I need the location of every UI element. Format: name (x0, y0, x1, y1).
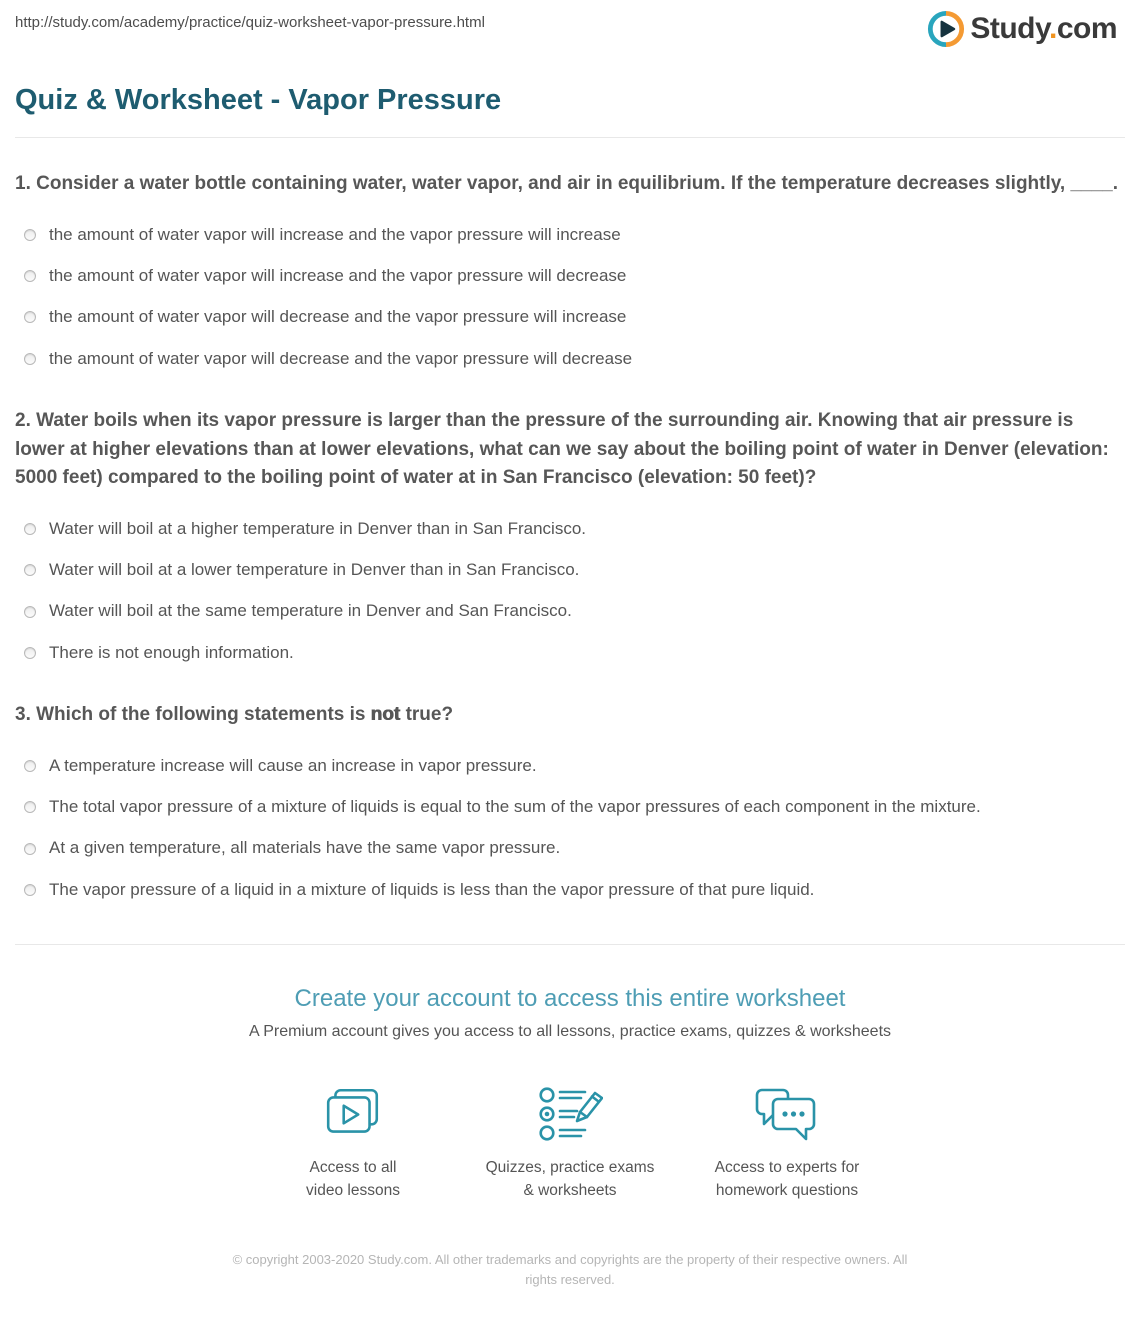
feature-video-lessons (245, 1085, 462, 1202)
answer-option-label: Water will boil at a lower temperature in Denver than in San Francisco. (49, 559, 580, 579)
answer-option[interactable] (15, 225, 1125, 245)
chat-experts-icon (754, 1085, 820, 1143)
question-3-emphasis: not (370, 704, 401, 726)
radio-button[interactable] (24, 801, 36, 813)
feature-label: Quizzes, practice exams & worksheets (485, 1159, 655, 1199)
question-1-options (15, 225, 1125, 370)
answer-option-label: A temperature increase will cause an increase in vapor pressure. (49, 755, 537, 775)
radio-button[interactable] (24, 647, 36, 659)
answer-option-label: the amount of water vapor will increase and the vapor pressure will decrease (49, 265, 627, 285)
quizzes-worksheets-icon (537, 1085, 603, 1143)
answer-option-label: The total vapor pressure of a mixture of liquids is equal to the sum of the vapor pressures of each component in the mixture. (49, 797, 981, 817)
feature-label: Access to experts for homework questions (714, 1159, 860, 1199)
feature-label: Access to all video lessons (306, 1159, 400, 1199)
radio-button[interactable] (24, 760, 36, 772)
copyright-notice: © copyright 2003-2020 Study.com. All other trademarks and copyrights are the property of their respective owners. All rights reserved. (232, 1252, 908, 1288)
top-bar (15, 0, 1125, 48)
answer-option-label: Water will boil at the same temperature in Denver and San Francisco. (49, 601, 572, 621)
logo-dot: . (1048, 12, 1057, 45)
answer-option-label: the amount of water vapor will increase and the vapor pressure will increase (49, 224, 621, 244)
features-row (15, 1085, 1125, 1202)
signup-section (15, 985, 1125, 1202)
answer-option-label: There is not enough information. (49, 642, 294, 662)
answer-option[interactable] (15, 266, 1125, 286)
question-2 (15, 407, 1125, 663)
studycom-logo-icon (927, 10, 965, 48)
radio-button[interactable] (24, 884, 36, 896)
answer-option[interactable] (15, 349, 1125, 369)
answer-option-label: The vapor pressure of a liquid in a mixture of liquids is less than the vapor pressure of that pure liquid. (49, 879, 815, 899)
video-lessons-icon (322, 1085, 384, 1143)
logo-wordmark: Study.com (970, 12, 1117, 45)
feature-homework-experts (679, 1085, 896, 1202)
answer-option[interactable] (15, 797, 1125, 817)
answer-option-label: the amount of water vapor will decrease and the vapor pressure will decrease (49, 348, 633, 368)
radio-button[interactable] (24, 564, 36, 576)
page-url: http://study.com/academy/practice/quiz-worksheet-vapor-pressure.html (15, 14, 485, 31)
answer-option-label: Water will boil at a higher temperature in Denver than in San Francisco. (49, 518, 587, 538)
question-2-text: 2. Water boils when its vapor pressure is larger than the pressure of the surrounding air. Knowing that air pressure is lower at higher elevations than at lower elevations, what can we say about the boiling point of water in Denver (elevation: 5000 feet) compared to the boiling point of water at in San Francisco (elevation: 50 feet)? (15, 410, 1109, 489)
question-1-text: 1. Consider a water bottle containing water, water vapor, and air in equilibrium. If the temperature decreases slightly, ____. (15, 173, 1119, 194)
radio-button[interactable] (24, 523, 36, 535)
answer-option[interactable] (15, 519, 1125, 539)
answer-option[interactable] (15, 880, 1125, 900)
radio-button[interactable] (24, 843, 36, 855)
radio-button[interactable] (24, 353, 36, 365)
question-2-options (15, 519, 1125, 664)
signup-subheading: A Premium account gives you access to all lessons, practice exams, quizzes & worksheets (248, 1023, 892, 1041)
answer-option[interactable] (15, 601, 1125, 621)
answer-option[interactable] (15, 838, 1125, 858)
title-divider (15, 137, 1125, 138)
radio-button[interactable] (24, 311, 36, 323)
answer-option[interactable] (15, 560, 1125, 580)
quiz-questions (15, 170, 1125, 944)
answer-option[interactable] (15, 756, 1125, 776)
page-title: Quiz & Worksheet - Vapor Pressure (15, 84, 502, 116)
answer-option-label: the amount of water vapor will decrease and the vapor pressure will increase (49, 307, 627, 327)
studycom-logo[interactable] (927, 10, 1125, 48)
question-3-text: 3. Which of the following statements is not true? (15, 704, 454, 726)
question-1 (15, 170, 1125, 369)
feature-quizzes-worksheets (462, 1085, 679, 1202)
question-3 (15, 701, 1125, 900)
radio-button[interactable] (24, 270, 36, 282)
signup-divider (15, 944, 1125, 945)
question-3-options (15, 756, 1125, 901)
answer-option[interactable] (15, 307, 1125, 327)
radio-button[interactable] (24, 606, 36, 618)
answer-option-label: At a given temperature, all materials have the same vapor pressure. (49, 838, 561, 858)
answer-option[interactable] (15, 643, 1125, 663)
signup-heading: Create your account to access this entire worksheet (294, 985, 846, 1013)
radio-button[interactable] (24, 229, 36, 241)
